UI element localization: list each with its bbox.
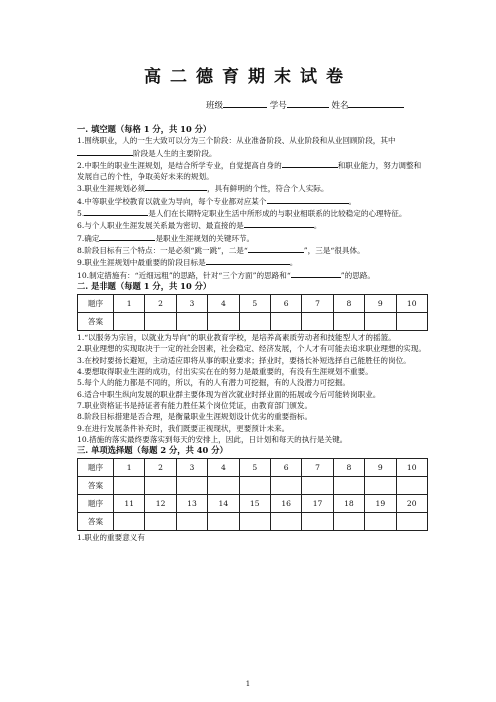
fill-question [77,269,428,281]
answer-blank[interactable] [282,159,338,168]
table-row [78,495,428,513]
answer-blank[interactable] [206,256,290,265]
question-number: 6 [270,295,301,313]
question-text: 6.与个人职业生涯发展关系最为密切、最直接的是 [77,221,244,231]
answer-cell[interactable] [270,477,301,495]
question-text: 1.围绕职业，人的一生大致可以分为三个阶段：从业准备阶段、从业阶段和从业回顾阶段，其中 [77,136,396,146]
answer-cell[interactable] [145,513,176,531]
fill-questions [77,135,428,281]
question-number: 1 [114,295,145,313]
fill-question [77,232,428,244]
answer-blank[interactable] [267,195,349,204]
answer-cell[interactable] [365,313,396,331]
page-number: 1 [245,680,251,688]
question-number: 3 [176,459,207,477]
section-choice-title: 三. 单项选择题（每题 2 分，共 40 分） [77,445,228,456]
student-id-blank[interactable] [287,98,329,108]
answer-cell[interactable] [239,477,270,495]
page-title: 高二德育期末试卷 [144,67,352,87]
table-row [78,459,428,477]
fill-question [77,219,428,231]
judge-question: 10.措施的落实最终要落实到每天的安排上，因此，日计划和每天的执行是关键。 [77,434,348,444]
answer-cell[interactable] [396,313,427,331]
fill-question [77,182,428,194]
question-text: 。 [348,196,357,206]
exam-content [77,124,428,544]
question-number: 10 [396,459,427,477]
judge-question: 2.职业理想的实现取决于一定的社会因素，社会稳定、经济发展，个人才有可能去追求职业理想的实现。 [77,344,426,354]
judge-question: 5.每个人的能力都是不同的，所以，有的人有潜力可挖掘，有的人没潜力可挖掘。 [77,378,351,388]
answer-cell[interactable] [302,313,333,331]
question-number: 2 [145,459,176,477]
answer-cell[interactable] [114,313,145,331]
answer-cell[interactable] [239,513,270,531]
question-text: 5. [77,209,85,219]
judge-question: 8.阶段目标措建是否合理，是衡量职业生涯规划设计优劣的重要指标。 [77,412,313,422]
question-text: ”的思路。 [340,270,376,280]
answer-cell[interactable] [145,313,176,331]
row-header: 答案 [78,513,114,531]
section-judge-title: 二. 是非题（每题 1 分，共 10 分） [77,280,212,291]
question-number: 8 [333,295,364,313]
question-number: 2 [145,295,176,313]
answer-cell[interactable] [145,477,176,495]
answer-blank[interactable] [291,269,341,278]
choice-answer-table [77,458,428,531]
class-label: 班级 [206,101,224,111]
question-text: 9.职业生涯规划中最重要的阶段目标是 [77,258,206,268]
answer-blank[interactable] [244,219,314,228]
row-header: 答案 [78,477,114,495]
row-header: 答案 [78,313,114,331]
answer-cell[interactable] [333,513,364,531]
judge-answer-table [77,294,428,331]
answer-cell[interactable] [176,313,207,331]
answer-cell[interactable] [208,477,239,495]
answer-cell[interactable] [365,513,396,531]
choice-question: 1.职业的重要意义有 [77,533,145,543]
answer-blank[interactable] [248,244,304,253]
question-number: 5 [239,295,270,313]
fill-question [77,244,428,256]
answer-blank[interactable] [77,147,133,156]
judge-question: 1.“以服务为宗旨，以就业为导向”的职业教育学校，是培养高素质劳动者和技能型人才的摇篮。 [77,333,396,343]
answer-cell[interactable] [114,477,145,495]
question-number: 19 [365,495,396,513]
table-row [78,313,428,331]
answer-cell[interactable] [208,513,239,531]
fill-question [77,159,428,183]
row-header: 题序 [78,495,114,513]
question-text: ”，三是“很具体。 [303,245,365,255]
question-text: 2.中职生的职业生涯规划，是结合所学专业，自觉提高自身的 [77,160,282,170]
answer-cell[interactable] [333,313,364,331]
answer-cell[interactable] [396,513,427,531]
question-number: 7 [302,295,333,313]
table-row [78,477,428,495]
answer-cell[interactable] [114,513,145,531]
question-text: 7.确定 [77,233,100,243]
question-number: 16 [270,495,301,513]
answer-cell[interactable] [365,477,396,495]
section-fill-title: 一. 填空题（每格 1 分，共 10 分） [77,124,212,134]
answer-cell[interactable] [333,477,364,495]
answer-cell[interactable] [239,313,270,331]
fill-question [77,256,428,268]
student-info-line [206,98,404,111]
name-label: 姓名 [331,101,349,111]
row-header: 题序 [78,295,114,313]
answer-blank[interactable] [99,232,155,241]
question-text: 。 [313,221,322,231]
question-text: 。 [289,258,298,268]
question-number: 9 [365,459,396,477]
question-text: 阶段是人生的主要阶段。 [133,148,217,158]
question-number: 10 [396,295,427,313]
answer-cell[interactable] [270,513,301,531]
answer-cell[interactable] [302,477,333,495]
answer-blank[interactable] [84,207,148,216]
judge-question: 6.适合中职生纵向发展的职业群主要体现为首次就业时择业面的拓展或今后可能转岗职业。 [77,389,381,399]
judge-question: 4.要想取得职业生涯的成功，付出实实在在的努力是最重要的，有没有生涯规划不重要。 [77,367,373,377]
question-text: 3.职业生涯规划必须 [77,184,145,194]
question-number: 4 [208,459,239,477]
question-number: 5 [239,459,270,477]
judge-question: 3.在校时要扬长避短，主动适应即将从事的职业要求；择业时，要扬长补短选择自己能胜任的岗位。 [77,355,411,365]
question-number: 20 [396,495,427,513]
table-row [78,513,428,531]
class-blank[interactable] [223,98,267,108]
question-text: 和职业能力，努力调整和发展自己的个性，争取美好未来的规划。 [77,160,422,182]
question-text: 是职业生涯规划的关键环节。 [155,233,255,243]
answer-cell[interactable] [208,313,239,331]
fill-question [77,135,428,159]
question-number: 8 [333,459,364,477]
table-row [78,295,428,313]
question-number: 7 [302,459,333,477]
judge-question: 9.在进行发展条件补充时，我们既要正视现状，更要预计未来。 [77,423,290,433]
question-number: 3 [176,295,207,313]
answer-cell[interactable] [176,477,207,495]
question-number: 15 [239,495,270,513]
question-number: 11 [114,495,145,513]
question-number: 9 [365,295,396,313]
question-number: 14 [208,495,239,513]
question-text: 10.制定措施有：“近细远粗”的思路，针对“三个方面”的思路和“ [77,270,291,280]
question-text: 8.阶段目标有三个特点：一是必须“跳一跳”，二是“ [77,245,248,255]
question-number: 1 [114,459,145,477]
answer-cell[interactable] [302,513,333,531]
answer-cell[interactable] [176,513,207,531]
question-text: 4.中等职业学校教育以就业为导向，每个专业都对应某个 [77,196,267,206]
question-number: 18 [333,495,364,513]
question-number: 17 [302,495,333,513]
question-number: 13 [176,495,207,513]
answer-cell[interactable] [270,313,301,331]
judge-questions [77,332,428,445]
fill-question [77,195,428,207]
answer-cell[interactable] [396,477,427,495]
question-number: 4 [208,295,239,313]
question-text: 是人们在长期特定职业生活中所形成的与职业相联系的比较稳定的心理特征。 [148,209,407,219]
student-id-label: 学号 [269,101,287,111]
question-text: ，具有鲜明的个性，符合个人实际。 [207,184,329,194]
question-number: 6 [270,459,301,477]
name-blank[interactable] [348,98,404,108]
question-number: 12 [145,495,176,513]
judge-question: 7.职业资格证书是持证者有能力胜任某个岗位凭证，由教育部门颁发。 [77,400,313,410]
answer-blank[interactable] [145,182,207,191]
row-header: 题序 [78,459,114,477]
fill-question [77,207,428,219]
